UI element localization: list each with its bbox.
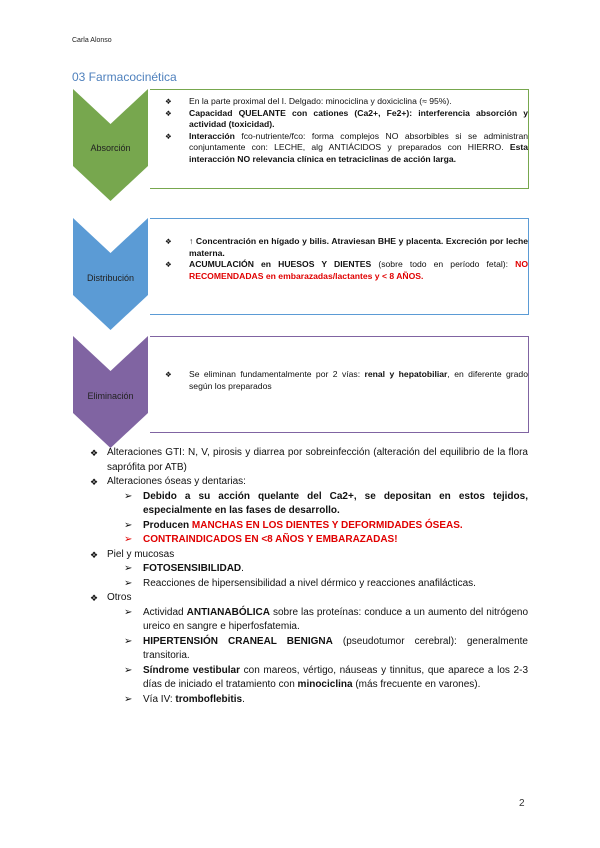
eliminacion-label: Eliminación: [87, 391, 134, 401]
list-item: ➢ Actividad ANTIANABÓLICA sobre las proteínas: conduce a un aumento del nitrógeno ureico en sangre e hiperfosfatemia.: [124, 606, 529, 632]
list-item: ➢ HIPERTENSIÓN CRANEAL BENIGNA (pseudotumor cerebral): generalmente transitoria.: [124, 635, 528, 661]
list-item: ❖ Alteraciones GTI: N, V, pirosis y diarrea por sobreinfección (alteración del equilibrio de la flora saprófita por ATB): [90, 447, 528, 473]
author-name: Carla Alonso: [72, 37, 112, 44]
list-item: ❖ En la parte proximal del I. Delgado: minociclina y doxiciclina (≈ 95%).: [165, 96, 452, 106]
list-item: ➢ Síndrome vestibular con mareos, vértigo, náuseas y tinnitus, que aparece a los 2-3 días de iniciado el tratamiento con minociclina (más frecuente en varones).: [124, 664, 529, 690]
list-item: ❖ Otros: [90, 592, 132, 603]
adverse-effects-list: [90, 446, 528, 707]
page-number: 2: [519, 798, 525, 809]
list-item: ➢ Reacciones de hipersensibilidad a nivel dérmico y reacciones anafilácticas.: [124, 577, 476, 589]
distribucion-box: [150, 218, 529, 315]
list-item: ➢ Vía IV: tromboflebitis.: [124, 693, 245, 705]
list-item: ➢ FOTOSENSIBILIDAD.: [124, 563, 244, 574]
list-item: ❖ ↑ Concentración en hígado y bilis. Atraviesan BHE y placenta. Excreción por leche materna.: [165, 236, 528, 258]
list-item: ➢ Debido a su acción quelante del Ca2+, se depositan en estos tejidos, especialmente en las fases de desarrollo.: [124, 490, 528, 516]
list-item: ❖ Alteraciones óseas y dentarias:: [90, 476, 246, 487]
list-item: ❖ Piel y mucosas: [90, 548, 175, 560]
distribucion-label: Distribución: [86, 273, 135, 283]
eliminacion-box: [150, 336, 529, 433]
list-item: ❖ ACUMULACIÓN en HUESOS Y DIENTES (sobre todo en período fetal): NO RECOMENDADAS en embarazadas/lactantes y < 8 AÑOS.: [165, 259, 528, 281]
list-item: ❖ Capacidad QUELANTE con cationes (Ca2+, Fe2+): interferencia absorción y actividad (toxicidad).: [165, 107, 528, 130]
list-item: ➢ CONTRAINDICADOS EN <8 AÑOS Y EMBARAZADAS!: [124, 534, 398, 545]
absorcion-label: Absorción: [90, 143, 131, 153]
list-item: ❖ Se eliminan fundamentalmente por 2 vías: renal y hepatobiliar, en diferente grado según los preparados: [165, 369, 528, 391]
section-title: 03 Farmacocinética: [72, 70, 177, 84]
list-item: ❖ Interacción fco-nutriente/fco: forma complejos NO absorbibles si se administran conjuntamente con: LECHE, alg ANTIÁCIDOS y preparados con HIERRO. Esta interacción NO relevancia clínica en tetraciclinas de acción larga.: [165, 130, 528, 164]
absorcion-box: [150, 89, 529, 189]
list-item: ➢ Producen MANCHAS EN LOS DIENTES Y DEFORMIDADES ÓSEAS.: [124, 519, 463, 531]
